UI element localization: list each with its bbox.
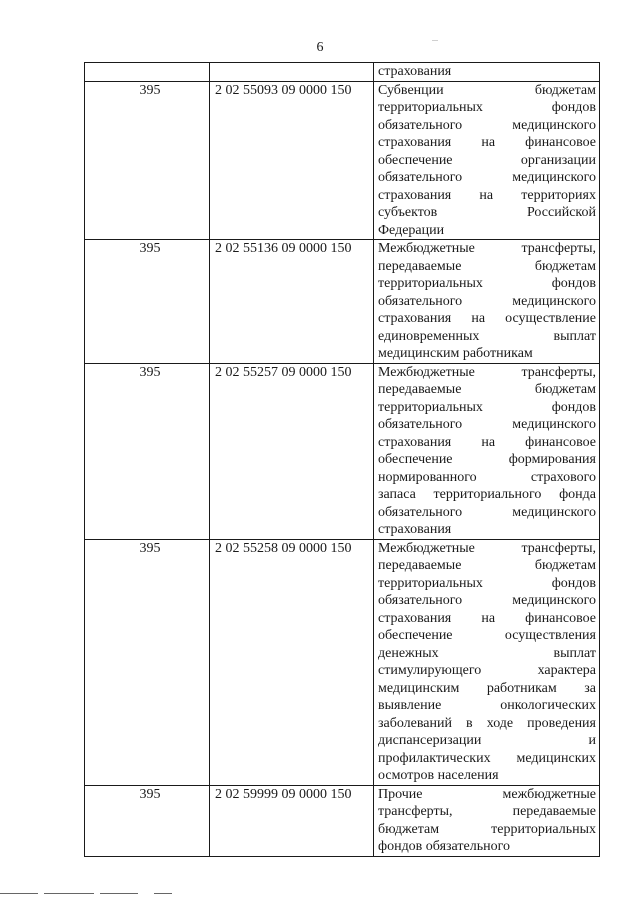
budget-classification-table — [84, 62, 600, 857]
description-line: территориальных фондов — [378, 276, 596, 291]
description-line: денежных выплат — [378, 645, 596, 661]
admin-code-cell: 395 — [85, 539, 210, 785]
table-row — [85, 539, 600, 785]
description-line: диспансеризации и — [378, 733, 596, 748]
description-line: профилактических медицинских — [378, 750, 596, 766]
footer-rule — [0, 893, 38, 894]
revenue-name-cell — [374, 63, 600, 82]
description-line: обеспечение формирования — [378, 452, 596, 467]
description-line: запаса территориального фонда — [378, 487, 596, 502]
table-row — [85, 63, 600, 82]
description-line: медицинским работникам — [378, 346, 533, 361]
description-line: страхования — [378, 522, 452, 537]
table-body — [85, 63, 600, 857]
description-line: обязательного медицинского — [378, 593, 596, 608]
description-line: передаваемые бюджетам — [378, 258, 596, 274]
description-line: трансферты, передаваемые — [378, 804, 596, 819]
description-line: страхования на территориях — [378, 187, 596, 203]
description-line: единовременных выплат — [378, 328, 596, 344]
budget-code-cell — [210, 63, 374, 82]
footer-rule — [100, 893, 138, 894]
table-row — [85, 81, 600, 240]
revenue-name-cell — [374, 363, 600, 539]
table-row — [85, 240, 600, 364]
description-line: территориальных фондов — [378, 399, 596, 415]
description-line: страхования на осуществление — [378, 311, 596, 326]
description-line: обязательного медицинского — [378, 417, 596, 432]
description-line: территориальных фондов — [378, 100, 596, 115]
revenue-name-cell — [374, 539, 600, 785]
description-line: страхования на финансовое — [378, 135, 596, 150]
admin-code-cell: 395 — [85, 785, 210, 856]
admin-code-cell: 395 — [85, 81, 210, 240]
description-line: страхования — [378, 64, 452, 79]
budget-code-cell: 2 02 55136 09 0000 150 — [210, 240, 374, 364]
table-row — [85, 785, 600, 856]
description-line: медицинским работникам за — [378, 680, 596, 696]
description-line: бюджетам территориальных — [378, 821, 596, 837]
revenue-name-cell — [374, 81, 600, 240]
revenue-name-cell — [374, 240, 600, 364]
revenue-name-cell — [374, 785, 600, 856]
description-line: страхования на финансовое — [378, 610, 596, 626]
admin-code-cell: 395 — [85, 240, 210, 364]
scan-artifact — [432, 40, 438, 41]
budget-code-cell: 2 02 55093 09 0000 150 — [210, 81, 374, 240]
description-line: обязательного медицинского — [378, 117, 596, 133]
description-line: осмотров населения — [378, 768, 499, 783]
table-row — [85, 363, 600, 539]
description-line: заболеваний в ходе проведения — [378, 715, 596, 731]
description-line: субъектов Российской — [378, 205, 596, 220]
description-line: Прочие межбюджетные — [378, 786, 596, 802]
description-line: страхования на финансовое — [378, 434, 596, 450]
description-line: территориальных фондов — [378, 575, 596, 591]
budget-code-cell: 2 02 59999 09 0000 150 — [210, 785, 374, 856]
description-line: передаваемые бюджетам — [378, 558, 596, 573]
description-line: выявление онкологических — [378, 698, 596, 713]
description-line: Федерации — [378, 222, 445, 238]
description-line: Межбюджетные трансферты, — [378, 364, 596, 380]
admin-code-cell: 395 — [85, 363, 210, 539]
description-line: обеспечение организации — [378, 152, 596, 168]
admin-code-cell — [85, 63, 210, 82]
footer-rule — [44, 893, 94, 894]
budget-code-cell: 2 02 55257 09 0000 150 — [210, 363, 374, 539]
description-line: Субвенции бюджетам — [378, 82, 596, 98]
description-line: Межбюджетные трансферты, — [378, 241, 596, 256]
description-line: Межбюджетные трансферты, — [378, 540, 596, 556]
description-line: стимулирующего характера — [378, 663, 596, 678]
description-line: обязательного медицинского — [378, 504, 596, 520]
description-line: обеспечение осуществления — [378, 628, 596, 643]
description-line: обязательного медицинского — [378, 293, 596, 309]
description-line: передаваемые бюджетам — [378, 382, 596, 397]
description-line: нормированного страхового — [378, 469, 596, 485]
description-line: фондов обязательного — [378, 839, 510, 854]
page-number: 6 — [316, 40, 324, 55]
footer-rule — [154, 893, 172, 894]
description-line: обязательного медицинского — [378, 170, 596, 185]
budget-code-cell: 2 02 55258 09 0000 150 — [210, 539, 374, 785]
